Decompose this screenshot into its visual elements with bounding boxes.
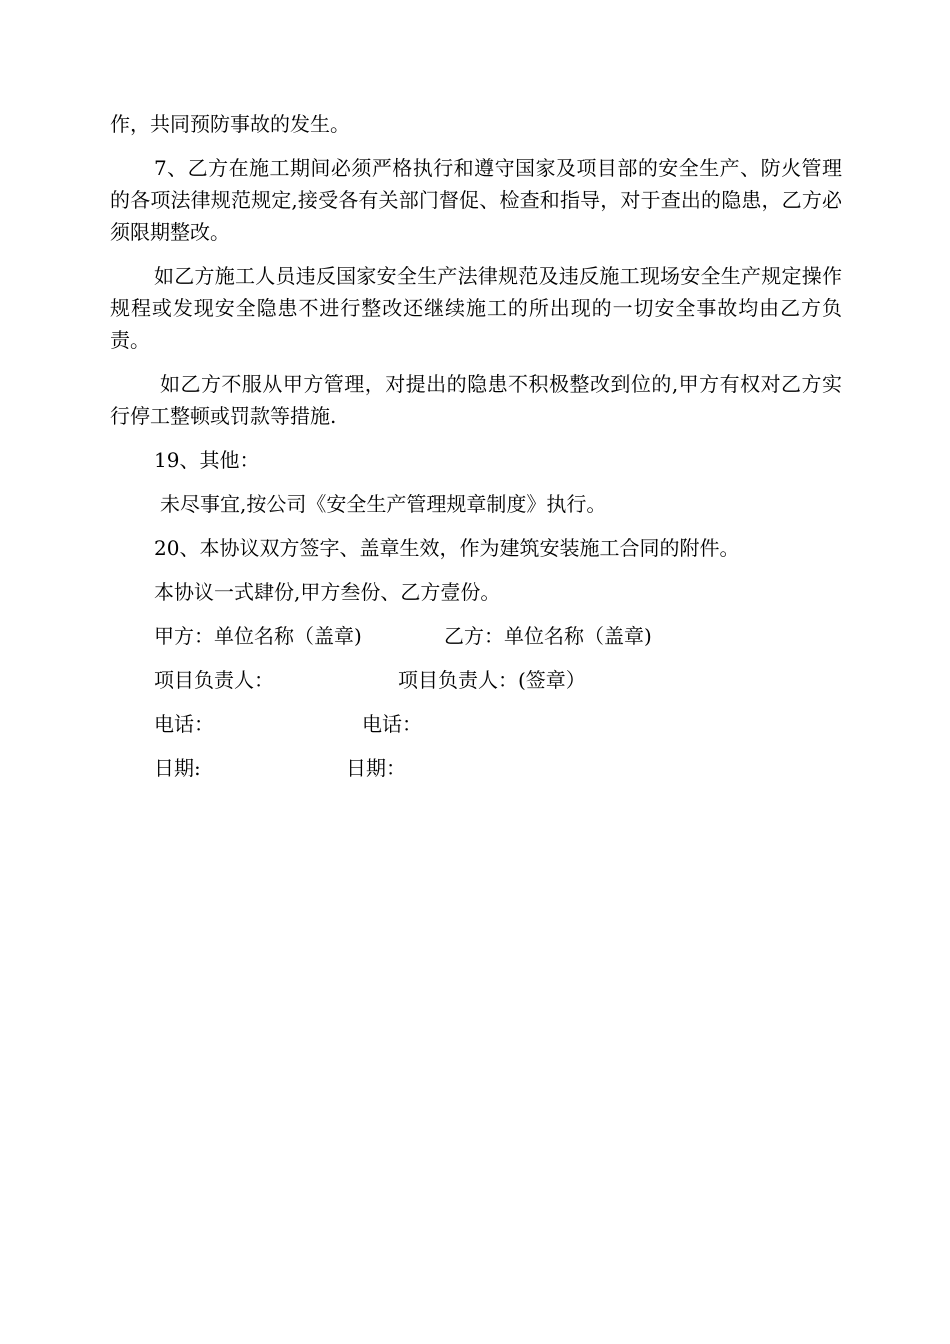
paragraph-other-matters: 未尽事宜,按公司《安全生产管理规章制度》执行。 (160, 492, 607, 516)
party-b-date: 日期： (346, 756, 406, 780)
signature-row-unit (110, 620, 842, 652)
paragraph-clause-7: 7、乙方在施工期间必须严格执行和遵守国家及项目部的安全生产、防火管理的各项法律规范规定,接受各有关部门督促、检查和指导，对于查出的隐患，乙方必须限期整改。 (110, 156, 842, 244)
party-a-date: 日期: (154, 756, 201, 780)
party-a-manager: 项目负责人： (154, 668, 274, 692)
party-a-phone: 电话： (154, 712, 214, 736)
party-a-unit: 甲方：单位名称（盖章) (154, 624, 362, 648)
party-b-phone: 电话： (362, 712, 422, 736)
paragraph-violation-liability: 如乙方施工人员违反国家安全生产法律规范及违反施工现场安全生产规定操作规程或发现安全隐患不进行整改还继续施工的所出现的一切安全事故均由乙方负责。 (110, 264, 842, 352)
party-b-unit: 乙方：单位名称（盖章) (444, 624, 652, 648)
paragraph-copies: 本协议一式肆份,甲方叁份、乙方壹份。 (154, 580, 501, 604)
document-page (110, 108, 842, 796)
paragraph-clause-19: 19、其他： (154, 448, 260, 472)
signature-row-date (110, 752, 842, 784)
signature-row-phone (110, 708, 842, 740)
paragraph-penalty: 如乙方不服从甲方管理，对提出的隐患不积极整改到位的,甲方有权对乙方实行停工整顿或罚款等措施. (110, 372, 842, 428)
party-b-manager: 项目负责人：(签章） (398, 668, 586, 692)
paragraph-clause-20: 20、本协议双方签字、盖章生效，作为建筑安装施工合同的附件。 (154, 536, 740, 560)
signature-row-manager (110, 664, 842, 696)
paragraph-continuation: 作，共同预防事故的发生。 (110, 112, 350, 136)
